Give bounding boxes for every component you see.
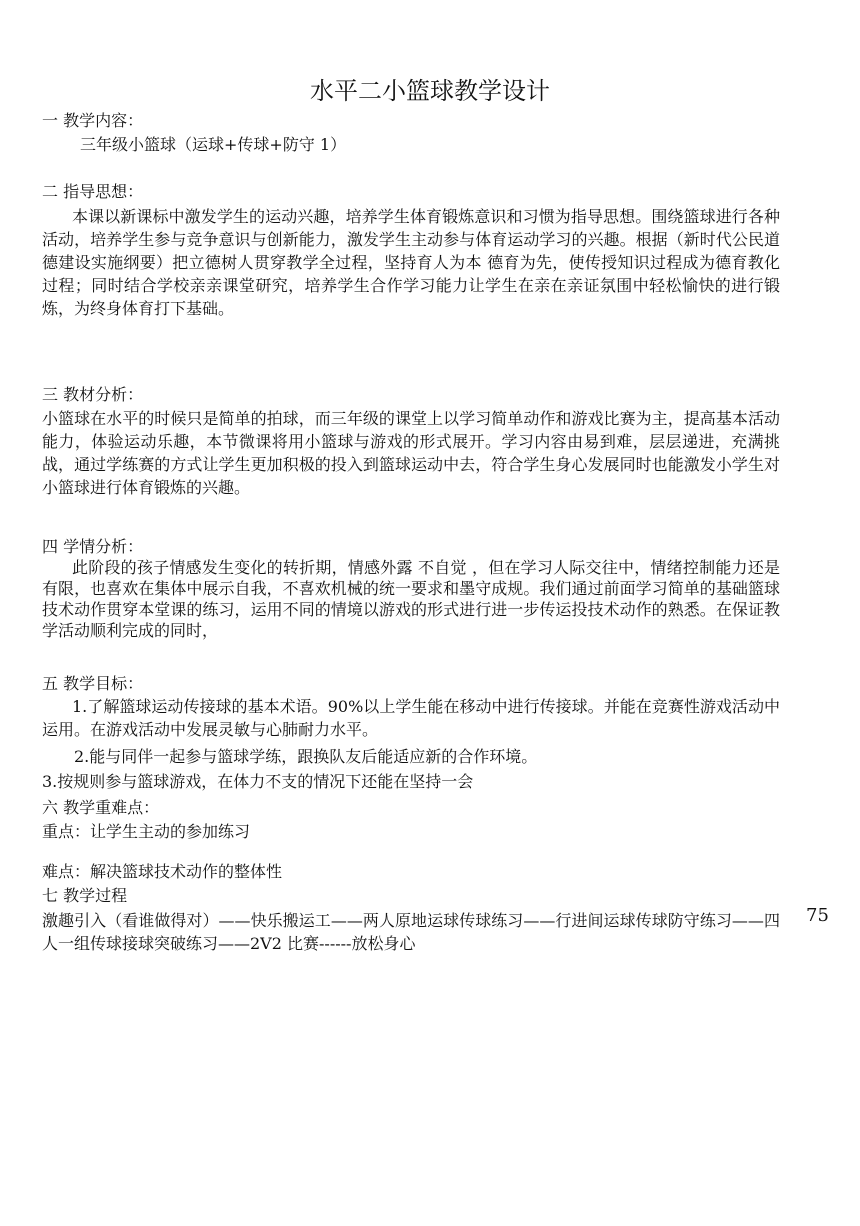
section-1-body: 三年级小篮球（运球+传球+防守 1）	[80, 135, 347, 154]
section-2-body: 本课以新课标中激发学生的运动兴趣，培养学生体育锻炼意识和习惯为指导思想。围绕篮球进行各种活动，培养学生参与竞争意识与创新能力，激发学生主动参与体育运动学习的兴趣。根据（新时代公民道德建设实施纲要）把立德树人贯穿教学全过程，坚持育人为本 德育为先，使传授知识过程成为德育教化过程；同时结合学校亲亲课堂研究，培养学生合作学习能力让学生在亲在亲证氛围中轻松愉快的进行锻炼，为终身体育打下基础。	[42, 207, 780, 318]
section-1-heading: 一 教学内容：	[42, 111, 144, 130]
difficult-point: 难点：解决篮球技术动作的整体性	[42, 862, 283, 881]
section-7-body: 激趣引入（看谁做得对）——快乐搬运工——两人原地运球传球练习——行进间运球传球防守练习——四人一组传球接球突破练习——2V2 比赛------放松身心	[42, 911, 780, 953]
goal-2: 2.能与同伴一起参与篮球学练，跟换队友后能适应新的合作环境。	[74, 747, 538, 766]
page-number: 75	[806, 905, 829, 926]
section-3-heading: 三 教材分析：	[42, 385, 144, 404]
section-7-heading: 七 教学过程	[42, 886, 128, 905]
document-title: 水平二小篮球教学设计	[310, 77, 550, 105]
goal-1: 1.了解篮球运动传接球的基本术语。90%以上学生能在移动中进行传接球。并能在竞赛性游戏活动中运用。在游戏活动中发展灵敏与心肺耐力水平。	[42, 697, 780, 739]
key-point: 重点：让学生主动的参加练习	[42, 822, 251, 841]
section-5-heading: 五 教学目标：	[42, 674, 144, 693]
section-2-heading: 二 指导思想：	[42, 182, 144, 201]
section-4-heading: 四 学情分析：	[42, 537, 144, 556]
section-3-body: 小篮球在水平的时候只是简单的拍球，而三年级的课堂上以学习简单动作和游戏比赛为主，提高基本活动能力，体验运动乐趣，本节微课将用小篮球与游戏的形式展开。学习内容由易到难，层层递进，充满挑战，通过学练赛的方式让学生更加积极的投入到篮球运动中去，符合学生身心发展同时也能激发小学生对小篮球进行体育锻炼的兴趣。	[42, 409, 780, 497]
goal-3: 3.按规则参与篮球游戏，在体力不支的情况下还能在坚持一会	[42, 772, 474, 791]
section-6-heading: 六 教学重难点：	[42, 798, 160, 817]
section-4-body: 此阶段的孩子情感发生变化的转折期，情感外露 不自觉 ，但在学习人际交往中，情绪控制能力还是有限，也喜欢在集体中展示自我，不喜欢机械的统一要求和墨守成规。我们通过前面学习简单的基础篮球技术动作贯穿本堂课的练习，运用不同的情境以游戏的形式进行进一步传运投技术动作的熟悉。在保证教学活动顺利完成的同时，	[42, 558, 780, 640]
